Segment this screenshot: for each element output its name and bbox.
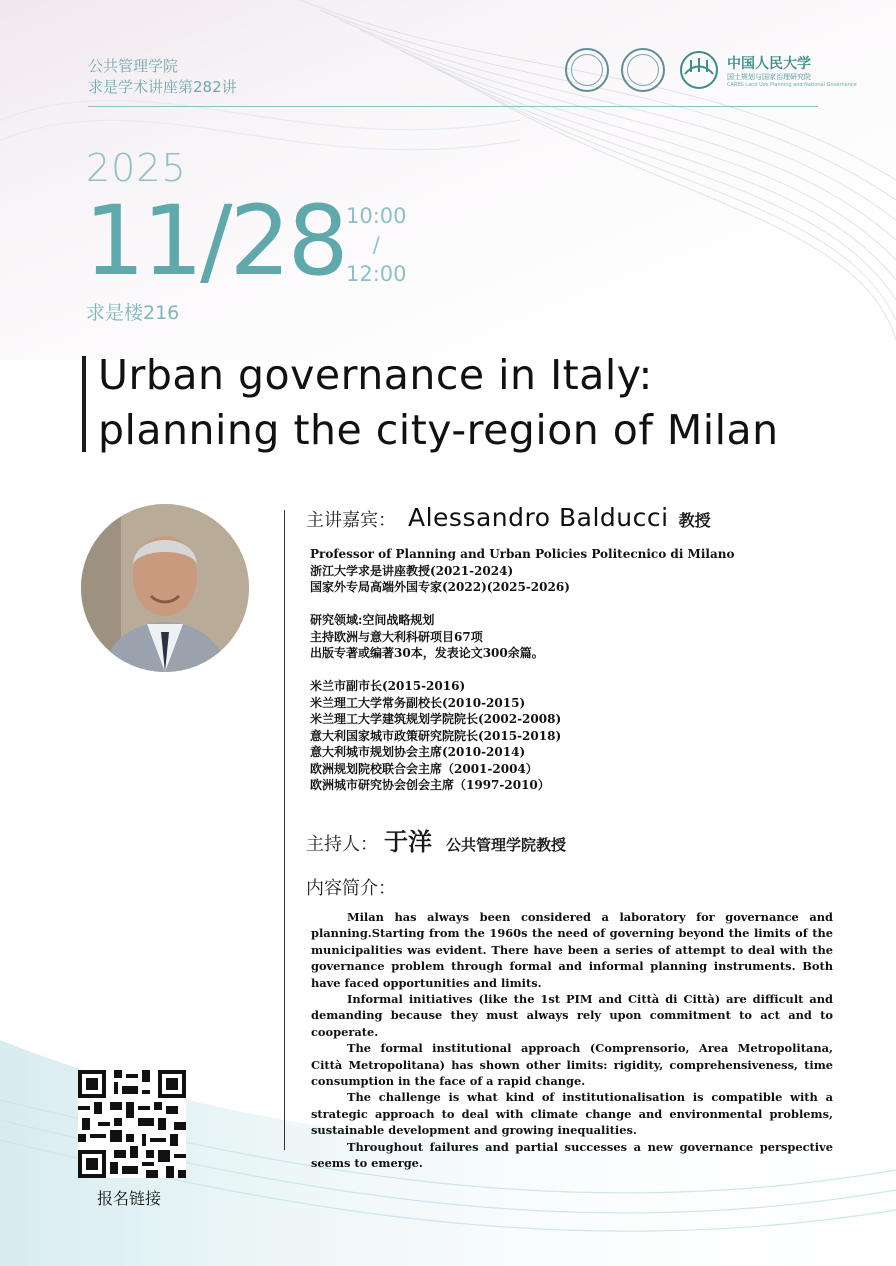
bio-line: 浙江大学求是讲座教授(2021-2024) [310,563,514,578]
title-accent-bar [82,356,86,452]
lecture-title [98,348,779,458]
institute-name: 国土规划与国家治理研究院 [727,72,811,81]
host-name: 于洋 [384,827,432,856]
institute-emblem-icon [677,50,721,90]
university-name: 中国人民大学 [727,55,811,72]
speaker-label: 主讲嘉宾： [306,510,396,531]
intro-label: 内容简介： [306,878,396,899]
bio-line: 米兰市副市长(2015-2016) [310,679,466,693]
university-seal-icon [565,48,609,92]
host-title: 公共管理学院教授 [446,836,567,854]
bio-line: 米兰理工大学建筑规划学院院长(2002-2008) [310,712,562,726]
abstract-paragraph: The challenge is what kind of institutionalisation is compatible with a strategic approach to deal with climate change and environmental problems, sustainable development and growing inequalities. [311,1090,833,1138]
speaker-photo [81,504,249,672]
abstract-paragraph: Throughout failures and partial successes a new governance perspective seems to emerge. [311,1139,833,1171]
speaker-name: Alessandro Balducci [408,503,669,532]
school-seal-icon [621,48,665,92]
bio-line: 意大利国家城市政策研究院院长(2015-2018) [310,728,562,743]
institute-name-en: CARES Land Use Planning and National Governance [727,81,857,88]
event-year: 2025 [86,146,187,190]
bio-line: 出版专著或编著30本，发表论文300余篇。 [310,646,544,660]
time-separator: / [372,233,380,257]
bio-line: 主持欧洲与意大利科研项目67项 [310,629,483,644]
host-label: 主持人： [306,834,378,855]
abstract-paragraph: Informal initiatives (like the 1st PIM and Città di Città) are difficult and demanding because they must always rely upon commitment to act and to cooperate. [311,992,833,1039]
abstract-paragraph: The formal institutional approach (Comprensorio, Area Metropolitana, Città Metropolitana) has shown other limits: rigidity, comprehensiveness, time consumption in the face of a rapid change. [311,1041,833,1089]
bio-line: 国家外专局高端外国专家(2022)(2025-2026) [310,580,570,594]
bio-line: 欧洲城市研究协会创会主席（1997-2010） [310,778,550,792]
title-line-2: planning the city-region of Milan [98,406,779,454]
bio-line: Professor of Planning and Urban Policies Politecnico di Milano [310,547,735,561]
header-divider [88,106,818,107]
abstract [311,909,833,1172]
abstract-paragraph: Milan has always been considered a laboratory for governance and planning.Starting from the 1960s the need of governing beyond the limits of the municipalities was evident. There have been a series of attempt to deal with the governance problem through formal and informal planning instruments. Both have faced opportunities and limits. [311,910,833,990]
time-start: 10:00 [346,204,407,228]
ruc-logo [677,50,857,90]
bio-line: 研究领域:空间战略规划 [310,613,435,627]
bio-line: 欧洲规划院校联合会主席（2001-2004） [310,761,538,776]
registration-label: 报名链接 [97,1189,162,1208]
logo-group [565,48,857,92]
event-venue: 求是楼216 [86,302,180,324]
lecture-series: 求是学术讲座第282讲 [88,78,237,96]
time-end: 12:00 [346,262,407,286]
bio-line: 意大利城市规划协会主席(2010-2014) [310,745,526,759]
event-time [346,202,407,289]
event-date: 11/28 [84,185,346,297]
speaker-bio [310,546,734,794]
registration-qr-code[interactable] [78,1070,186,1178]
title-line-1: Urban governance in Italy: [98,351,653,399]
bio-line: 米兰理工大学常务副校长(2010-2015) [310,695,526,710]
host-heading [306,822,566,857]
speaker-title: 教授 [678,511,711,530]
content-divider [284,510,285,1150]
header-text [88,56,237,98]
school-name: 公共管理学院 [88,57,179,75]
speaker-heading [306,503,711,532]
